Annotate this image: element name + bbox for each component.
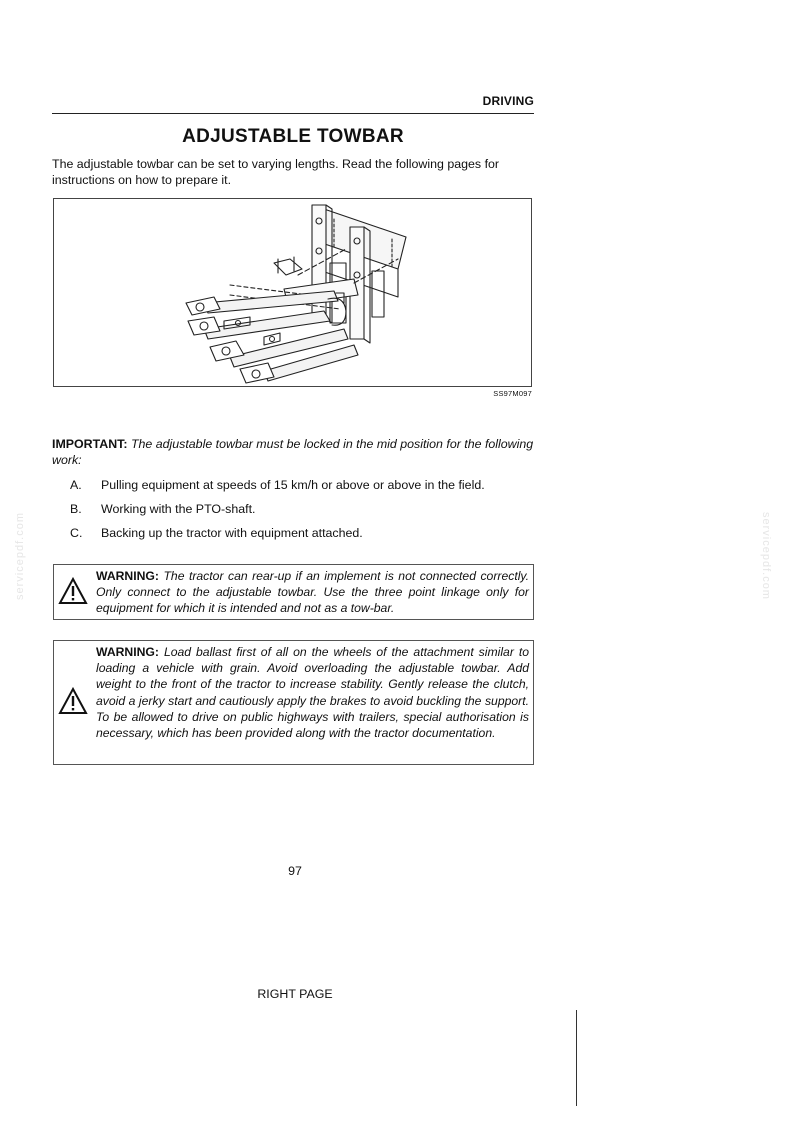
page-number: 97 — [288, 864, 302, 878]
list-text: Backing up the tractor with equipment attached. — [101, 526, 363, 540]
list-letter: B. — [70, 502, 82, 516]
warning-text: Load ballast first of all on the wheels of the attachment similar to loading a vehicle with grain. Avoid overloading the adjustable towbar. Add weight to the front of the tractor to increase stability. Gently release the clutch, avoid a jerky start and cautiously apply the brakes to avoid buckling the support. To be allowed to drive on public highways with trailers, special authorisation is necessary, which has been provided along with the tractor documentation. — [96, 645, 530, 741]
warning-triangle-icon — [58, 687, 88, 715]
watermark-left: servicepdf.com — [14, 512, 26, 600]
list-text: Working with the PTO-shaft. — [101, 502, 256, 516]
important-text: The adjustable towbar must be locked in the mid position for the following work: — [52, 437, 534, 467]
warning-text: The tractor can rear-up if an implement is not connected correctly. Only connect to the adjustable towbar. Use the three point linkage only for equipment for which it is intended and not as a tow-bar. — [96, 569, 529, 616]
warning-label: WARNING: — [96, 645, 159, 659]
towbar-illustration — [54, 199, 531, 386]
list-letter: C. — [70, 526, 83, 540]
list-letter: A. — [70, 478, 82, 492]
watermark-right: servicepdf.com — [760, 512, 772, 600]
section-header: DRIVING — [482, 94, 534, 108]
important-label: IMPORTANT: — [52, 437, 128, 451]
figure-code: SS97M097 — [493, 389, 532, 398]
margin-rule — [576, 1010, 577, 1106]
important-note — [52, 436, 534, 468]
warning-text-block — [96, 568, 529, 617]
warning-box — [53, 640, 534, 765]
figure-frame — [53, 198, 532, 387]
warning-text-block — [96, 644, 529, 741]
page-title: ADJUSTABLE TOWBAR — [182, 126, 404, 147]
header-rule — [52, 113, 534, 114]
warning-box — [53, 564, 534, 620]
list-text: Pulling equipment at speeds of 15 km/h or above or above in the field. — [101, 478, 485, 492]
intro-paragraph: The adjustable towbar can be set to varying lengths. Read the following pages for instructions on how to prepare it. — [52, 157, 500, 187]
page-side-label: RIGHT PAGE — [257, 987, 333, 1001]
warning-triangle-icon — [58, 577, 88, 605]
warning-label: WARNING: — [96, 569, 159, 583]
